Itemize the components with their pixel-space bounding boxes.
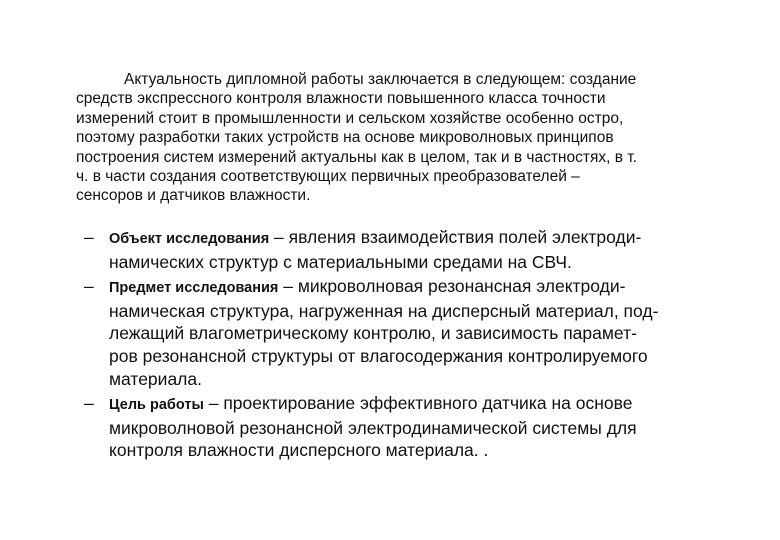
item-separator: – — [278, 276, 298, 297]
item-text-line: материала. — [109, 368, 202, 389]
item-text-line: микроволновой резонансной электродинамической системы для — [109, 417, 637, 438]
item-term: Предмет исследования — [109, 280, 279, 297]
intro-line: поэтому разработки таких устройств на основе микроволновых принципов — [76, 129, 614, 147]
item-text-line: намических структур с материальными средами на СВЧ. — [109, 251, 572, 272]
bullet-dash: – — [84, 276, 94, 297]
intro-line: средств экспрессного контроля влажности повышенного класса точности — [76, 90, 606, 108]
item-text-line: явления взаимодействия полей электроди- — [288, 227, 642, 247]
item-text-line: микроволновая резонансная электроди- — [297, 276, 626, 297]
intro-line: сенсоров и датчиков влажности. — [76, 187, 311, 205]
item-separator: – — [203, 393, 224, 414]
item-separator: – — [269, 227, 289, 247]
item-text-line: контроля влажности дисперсного материала. . — [109, 440, 489, 461]
item-text-line: проектирование эффективного датчика на основе — [223, 393, 633, 414]
bullet-dash: – — [84, 227, 94, 247]
item-text-line: ров резонансной структуры от влагосодержания контролируемого — [109, 345, 648, 366]
list-item-subject — [84, 275, 764, 390]
bullet-dash: – — [84, 393, 94, 414]
item-term: Цель работы — [109, 397, 204, 414]
intro-line: построения систем измерений актуальны как в целом, так и в частностях, в т. — [76, 148, 637, 166]
intro-line: Актуальность дипломной работы заключается в следующем: создание — [124, 71, 637, 88]
bullet-list — [84, 226, 764, 462]
list-item-goal — [84, 392, 764, 462]
intro-line: измерений стоит в промышленности и сельском хозяйстве особенно остро, — [76, 109, 624, 127]
item-text-line: лежащий влагометрическому контролю, и зависимость парамет- — [109, 323, 637, 344]
intro-line: ч. в части создания соответствующих первичных преобразователей – — [76, 168, 580, 186]
item-term: Объект исследования — [109, 231, 270, 247]
intro-paragraph — [76, 70, 726, 206]
list-item-object — [84, 226, 764, 273]
item-text-line: намическая структура, нагруженная на дисперсный материал, под- — [109, 300, 659, 321]
